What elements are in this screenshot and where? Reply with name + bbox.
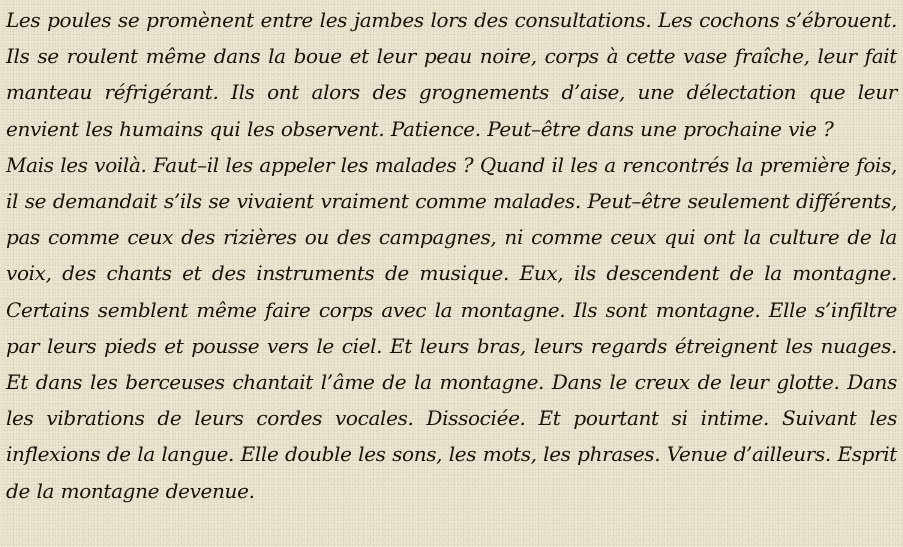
paragraph-1: Les poules se promènent entre les jambes lors des consultations. Les cochons s’ébrouent. Ils se roulent même dans la boue et leur peau noire, corps à cette vase fraîche, leur fait manteau réfrigérant. Ils ont alors des grognements d’aise, une délectation que leur envient les humains qui les observent. Patience. Peut–être dans une prochaine vie ? — [6, 8, 897, 141]
paragraph-2: Mais les voilà. Faut–il les appeler les malades ? Quand il les a rencontrés la première fois, il se demandait s’ils se vivaient vraiment comme malades. Peut–être seulement différents, pas comme ceux des rizières ou des campagnes, ni comme ceux qui ont la culture de la voix, des chants et des instruments de musique. Eux, ils descendent de la montagne. Certains semblent même faire corps avec la montagne. Ils sont montagne. Elle s’infiltre par leurs pieds et pousse vers le ciel. Et leurs bras, leurs regards étreignent les nuages. Et dans les berceuses chantait l’âme de la montagne. Dans le creux de leur glotte. Dans les vibrations de leurs cordes vocales. Dissociée. Et pourtant si intime. Suivant les inflexions de la langue. Elle double les sons, les mots, les phrases. Venue d’ailleurs. Esprit de la montagne devenue. — [6, 152, 897, 503]
